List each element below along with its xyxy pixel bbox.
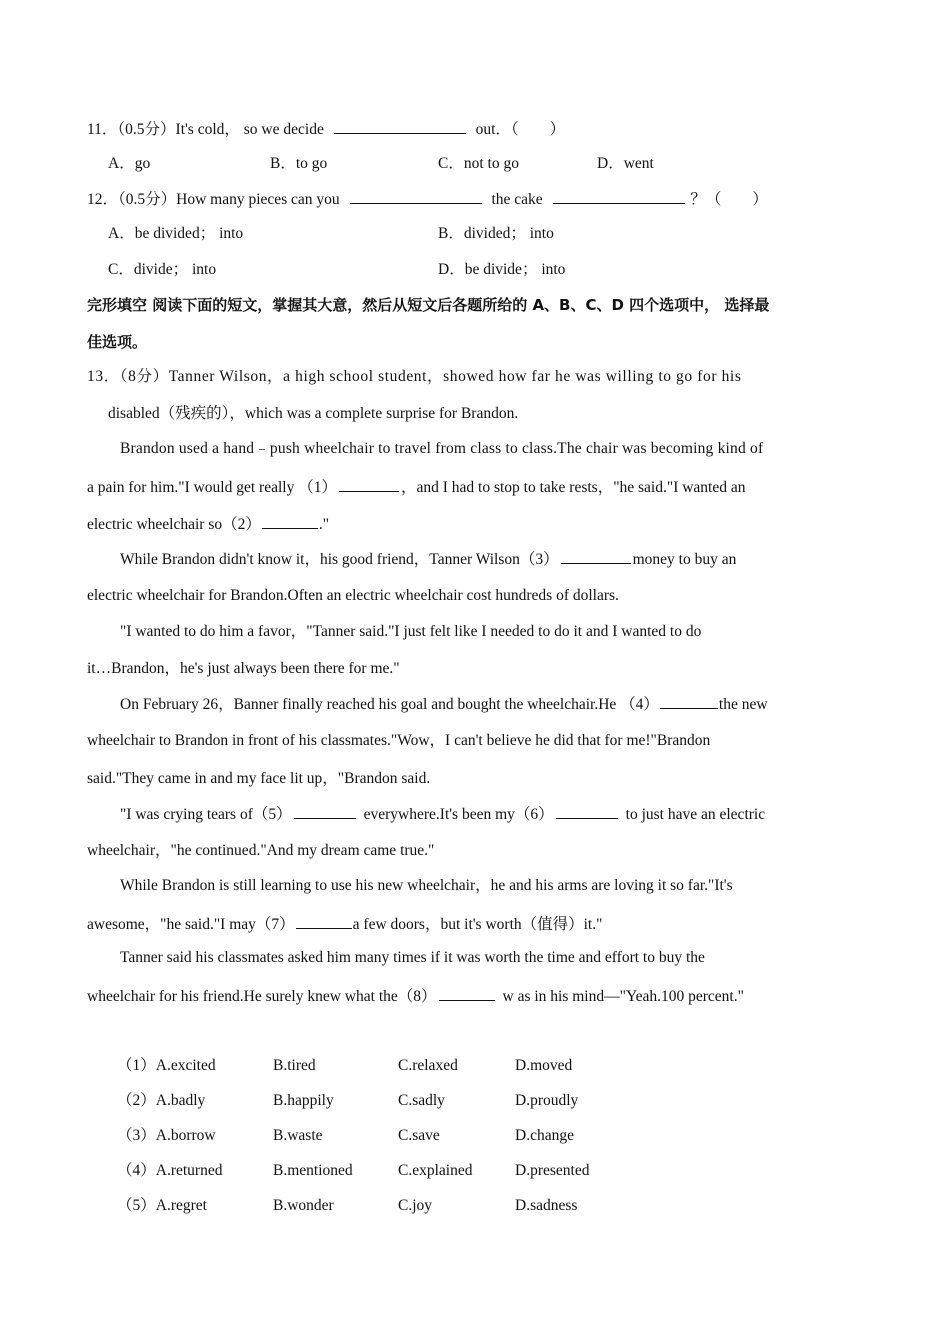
choice-d: D.sadness bbox=[515, 1197, 578, 1214]
q12-option-a: A．be divided； into bbox=[108, 225, 244, 242]
q13-intro-line2: disabled（残疾的），which was a complete surprise for Brandon. bbox=[108, 405, 519, 422]
passage-text: money to buy an bbox=[632, 551, 737, 568]
passage-p7-line2 bbox=[87, 986, 863, 1007]
choice-a: （5）A.regret bbox=[117, 1197, 207, 1214]
q11-stem-tail: out．（ ） bbox=[475, 121, 566, 138]
q12-option-d: D．be divide； into bbox=[438, 261, 566, 278]
passage-text: While Brandon didn't know it，his good friend，Tanner Wilson（3） bbox=[120, 551, 559, 568]
q12-stem-mid: the cake bbox=[491, 191, 543, 208]
q11-option-b: B．to go bbox=[270, 155, 328, 172]
passage-p4-line3: said."They came in and my face lit up，"Brandon said. bbox=[87, 770, 431, 787]
passage-text: awesome，"he said."I may（7） bbox=[87, 916, 295, 933]
passage-text: On February 26，Banner finally reached his goal and bought the wheelchair.He （4） bbox=[120, 696, 659, 713]
choice-a: （2）A.badly bbox=[117, 1092, 206, 1109]
q12-stem-tail: ？（ ） bbox=[690, 191, 768, 208]
answer-blank bbox=[561, 549, 631, 564]
passage-p6-line1: While Brandon is still learning to use his new wheelchair，he and his arms are loving it so far."It's bbox=[120, 877, 733, 894]
choice-b: B.tired bbox=[273, 1057, 316, 1074]
answer-blank bbox=[339, 477, 399, 492]
question-12-stem bbox=[87, 189, 863, 210]
choice-d: D.change bbox=[515, 1127, 574, 1144]
answer-blank bbox=[439, 986, 495, 1001]
passage-text: a pain for him."I would get really （1） bbox=[87, 479, 337, 496]
passage-text: "I was crying tears of（5） bbox=[120, 806, 292, 823]
passage-p5-line2: wheelchair，"he continued."And my dream came true." bbox=[87, 842, 435, 859]
passage-text: w as in his mind—"Yeah.100 percent." bbox=[502, 988, 744, 1005]
passage-p3-line2: it…Brandon，he's just always been there for me." bbox=[87, 660, 400, 677]
passage-text: 13．（8分）Tanner Wilson，a high school student，showed how far he was willing to go for his bbox=[87, 368, 742, 385]
q12-option-b: B．divided； into bbox=[438, 225, 554, 242]
choice-a: （3）A.borrow bbox=[117, 1127, 216, 1144]
choice-a: （1）A.excited bbox=[117, 1057, 216, 1074]
passage-p1-line3 bbox=[87, 514, 863, 535]
passage-p5-line1 bbox=[120, 804, 864, 825]
choice-c: C.sadly bbox=[398, 1092, 445, 1109]
answer-blank bbox=[334, 119, 466, 134]
choice-b: B.waste bbox=[273, 1127, 323, 1144]
passage-text: to just have an electric bbox=[625, 806, 766, 823]
answer-blank bbox=[660, 694, 718, 709]
choice-c: C.save bbox=[398, 1127, 440, 1144]
choice-d: D.moved bbox=[515, 1057, 573, 1074]
q12-stem-text: 12．（0.5分）How many pieces can you bbox=[87, 191, 340, 208]
q11-option-a: A．go bbox=[108, 155, 151, 172]
q11-stem-text: 11．（0.5分）It's cold， so we decide bbox=[87, 121, 324, 138]
section-heading-cont: 佳选项。 bbox=[87, 333, 148, 351]
answer-blank bbox=[350, 189, 482, 204]
passage-text: electric wheelchair so（2） bbox=[87, 516, 261, 533]
choice-a: （4）A.returned bbox=[117, 1162, 223, 1179]
choice-c: C.explained bbox=[398, 1162, 473, 1179]
passage-text: ，and I had to stop to take rests，"he said."I wanted an bbox=[400, 479, 746, 496]
passage-p7-line1: Tanner said his classmates asked him many times if it was worth the time and effort to buy the bbox=[120, 949, 705, 966]
passage-p1-line1: Brandon used a hand﹣push wheelchair to travel from class to class.The chair was becoming kind of bbox=[120, 440, 764, 457]
answer-blank bbox=[296, 914, 352, 929]
q11-option-d: D．went bbox=[597, 155, 654, 172]
answer-blank bbox=[553, 189, 685, 204]
passage-text: everywhere.It's been my（6） bbox=[363, 806, 554, 823]
passage-text: ." bbox=[318, 516, 330, 533]
passage-text: wheelchair for his friend.He surely knew what the（8） bbox=[87, 988, 437, 1005]
passage-text: a few doors，but it's worth（值得）it." bbox=[352, 916, 603, 933]
choice-b: B.mentioned bbox=[273, 1162, 353, 1179]
passage-p6-line2 bbox=[87, 914, 863, 935]
choice-d: D.proudly bbox=[515, 1092, 579, 1109]
q13-intro-line1 bbox=[87, 367, 863, 387]
choice-c: C.relaxed bbox=[398, 1057, 458, 1074]
answer-blank bbox=[294, 804, 356, 819]
passage-p4-line1 bbox=[120, 694, 864, 715]
q11-option-c: C．not to go bbox=[438, 155, 519, 172]
passage-p3-line1: "I wanted to do him a favor，"Tanner said."I just felt like I needed to do it and I wanted to do bbox=[120, 623, 702, 640]
passage-p1-line2 bbox=[87, 477, 863, 498]
answer-blank bbox=[262, 514, 318, 529]
choice-c: C.joy bbox=[398, 1197, 433, 1214]
question-11-stem bbox=[87, 119, 863, 140]
passage-p4-line2: wheelchair to Brandon in front of his classmates."Wow，I can't believe he did that for me!"Brandon bbox=[87, 732, 711, 749]
choice-b: B.happily bbox=[273, 1092, 334, 1109]
choice-b: B.wonder bbox=[273, 1197, 334, 1214]
q12-option-c: C．divide； into bbox=[108, 261, 217, 278]
choice-d: D.presented bbox=[515, 1162, 590, 1179]
passage-p2-line1 bbox=[120, 549, 864, 570]
passage-p2-line2: electric wheelchair for Brandon.Often an electric wheelchair cost hundreds of dollars. bbox=[87, 587, 619, 604]
passage-text: the new bbox=[718, 696, 768, 713]
answer-blank bbox=[556, 804, 618, 819]
section-heading: 完形填空 阅读下面的短文，掌握其大意，然后从短文后各题所给的 A、B、C、D 四个选项中， 选择最 bbox=[87, 296, 770, 314]
